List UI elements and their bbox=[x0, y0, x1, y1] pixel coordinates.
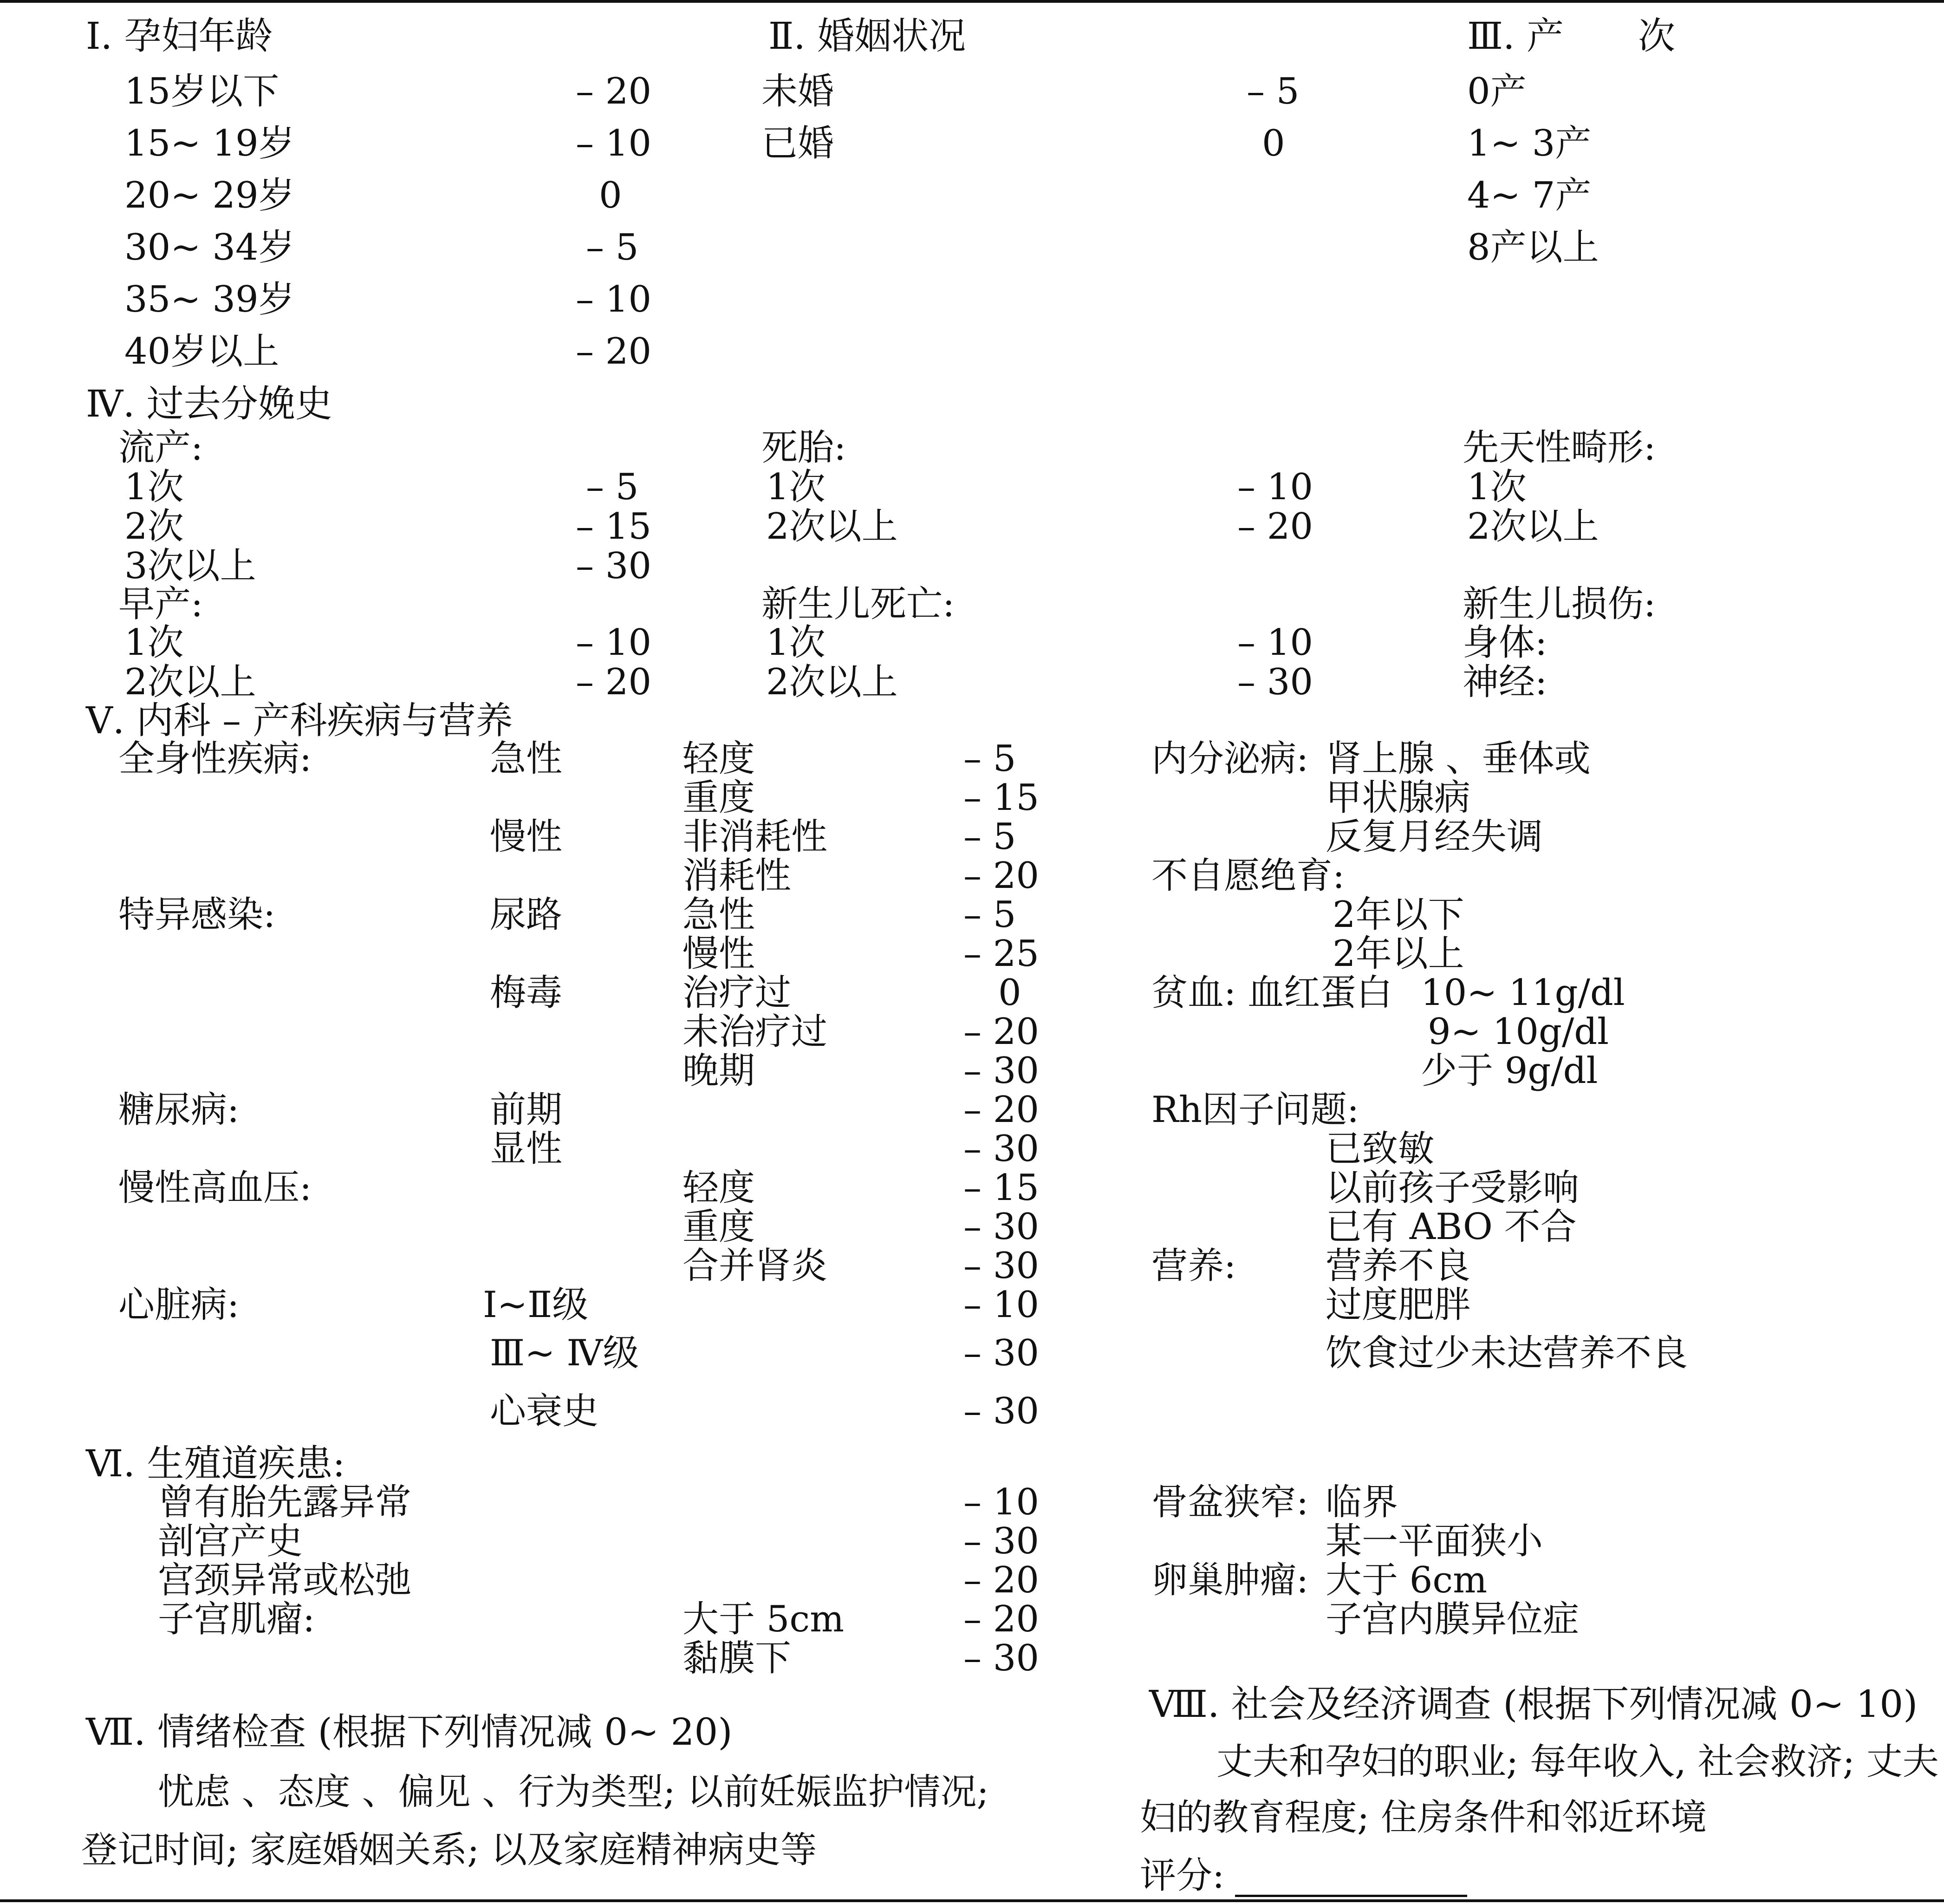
heart-disease-label: 心脏病: bbox=[118, 1284, 240, 1326]
neonatal-injury-label: 新生儿损伤: bbox=[1463, 583, 1656, 625]
preterm-row-score: – 20 bbox=[576, 661, 652, 703]
genital-row-label: 剖宫产史 bbox=[158, 1520, 303, 1562]
endocrine-item: 甲状腺病 bbox=[1326, 777, 1471, 819]
heart-item-label: Ⅰ~Ⅱ级 bbox=[483, 1284, 589, 1326]
nutrition-item: 过度肥胖 bbox=[1326, 1284, 1471, 1326]
score-label: 评分: bbox=[1140, 1855, 1225, 1897]
systemic-chronic-label: 慢性 bbox=[490, 816, 563, 858]
stillbirth-row-score: – 10 bbox=[1237, 466, 1313, 508]
age-row-label: 20~ 29岁 bbox=[124, 175, 295, 216]
heart-item-score: – 30 bbox=[963, 1390, 1040, 1432]
section-ii-title: Ⅱ. 婚姻状况 bbox=[768, 14, 966, 58]
neonatal-injury-row-label: 身体: bbox=[1463, 622, 1547, 664]
ovary-tumor-item: 大于 6cm bbox=[1326, 1559, 1488, 1601]
systemic-item-label: 非消耗性 bbox=[683, 816, 828, 858]
age-row-label: 15岁以下 bbox=[124, 71, 280, 112]
systemic-item-label: 重度 bbox=[683, 777, 755, 819]
abortion-row-label: 1次 bbox=[124, 466, 184, 508]
age-row-label: 15~ 19岁 bbox=[124, 123, 295, 164]
section-v-title: Ⅴ. 内科 – 产科疾病与营养 bbox=[86, 699, 513, 742]
systemic-item-score: – 15 bbox=[963, 777, 1040, 819]
age-row-label: 35~ 39岁 bbox=[124, 279, 295, 320]
hypertension-label: 慢性高血压: bbox=[118, 1167, 312, 1209]
heart-item-score: – 30 bbox=[963, 1332, 1040, 1374]
anemia-item: 9~ 10g/dl bbox=[1428, 1011, 1609, 1053]
genital-row-score: – 10 bbox=[963, 1481, 1040, 1523]
section-vi-title: Ⅵ. 生殖道疾患: bbox=[86, 1442, 345, 1485]
infection-item-score: – 25 bbox=[963, 933, 1040, 975]
age-row-score: – 20 bbox=[576, 331, 652, 372]
pelvis-label: 骨盆狭窄: bbox=[1151, 1481, 1309, 1523]
endocrine-label: 内分泌病: bbox=[1151, 738, 1309, 780]
hypertension-item-label: 轻度 bbox=[683, 1167, 755, 1209]
preterm-label: 早产: bbox=[118, 583, 203, 625]
rh-factor-item: 已有 ABO 不合 bbox=[1326, 1206, 1577, 1248]
systemic-item-label: 轻度 bbox=[683, 738, 755, 780]
systemic-item-score: – 5 bbox=[963, 738, 1016, 780]
section-iii-title: Ⅲ. 产 次 bbox=[1467, 14, 1676, 58]
heart-item-score: – 10 bbox=[963, 1284, 1040, 1326]
marital-row-label: 未婚 bbox=[761, 71, 834, 112]
age-row-score: – 5 bbox=[586, 227, 639, 268]
abortion-row-score: – 15 bbox=[576, 506, 652, 548]
myoma-item-label: 黏膜下 bbox=[683, 1637, 792, 1679]
neonatal-injury-row-label: 神经: bbox=[1463, 661, 1547, 703]
stillbirth-row-label: 1次 bbox=[766, 466, 826, 508]
heart-item-label: 心衰史 bbox=[490, 1390, 599, 1432]
marital-row-label: 已婚 bbox=[761, 123, 834, 164]
endocrine-item: 反复月经失调 bbox=[1326, 816, 1543, 858]
genital-row-score: – 20 bbox=[963, 1559, 1040, 1601]
abortion-label: 流产: bbox=[118, 427, 203, 469]
section-i-title: Ⅰ. 孕妇年龄 bbox=[86, 14, 273, 58]
systemic-item-score: – 20 bbox=[963, 855, 1040, 897]
stillbirth-row-score: – 20 bbox=[1237, 506, 1313, 548]
stillbirth-row-label: 2次以上 bbox=[766, 506, 898, 548]
ovary-tumor-item: 子宫内膜异位症 bbox=[1326, 1598, 1580, 1640]
ovary-tumor-label: 卵巢肿瘤: bbox=[1151, 1559, 1309, 1601]
infertility-label: 不自愿绝育: bbox=[1151, 855, 1345, 897]
genital-row-label: 曾有胎先露异常 bbox=[158, 1481, 412, 1523]
age-row-score: – 20 bbox=[576, 71, 652, 112]
rh-factor-label: Rh因子问题: bbox=[1151, 1089, 1359, 1131]
systemic-item-score: – 5 bbox=[963, 816, 1016, 858]
myoma-label: 子宫肌瘤: bbox=[158, 1598, 315, 1640]
infection-item-label: 治疗过 bbox=[683, 972, 792, 1014]
marital-row-score: – 5 bbox=[1247, 71, 1300, 112]
nutrition-item: 饮食过少未达营养不良 bbox=[1326, 1332, 1688, 1374]
infection-label: 特异感染: bbox=[118, 894, 276, 936]
abortion-row-label: 3次以上 bbox=[124, 545, 256, 587]
bottom-rule bbox=[0, 1899, 1944, 1902]
age-row-label: 30~ 34岁 bbox=[124, 227, 295, 268]
emotional-text-line: 登记时间; 家庭婚姻关系; 以及家庭精神病史等 bbox=[81, 1829, 817, 1871]
preterm-row-label: 1次 bbox=[124, 622, 184, 664]
systemic-disease-label: 全身性疾病: bbox=[118, 738, 312, 780]
endocrine-item: 肾上腺 、垂体或 bbox=[1326, 738, 1591, 780]
section-viii-title: Ⅷ. 社会及经济调查 (根据下列情况减 0~ 10) bbox=[1149, 1682, 1918, 1726]
abortion-row-score: – 30 bbox=[576, 545, 652, 587]
section-iv-title: Ⅳ. 过去分娩史 bbox=[86, 382, 332, 425]
hypertension-item-label: 合并肾炎 bbox=[683, 1245, 828, 1287]
preterm-row-label: 2次以上 bbox=[124, 661, 256, 703]
infertility-item: 2年以上 bbox=[1333, 933, 1464, 975]
score-blank-line bbox=[1235, 1895, 1467, 1897]
parity-row-label: 0产 bbox=[1467, 71, 1527, 112]
anemia-item: 少于 9g/dl bbox=[1421, 1050, 1598, 1092]
neonatal-death-row-label: 1次 bbox=[766, 622, 826, 664]
infection-item-label: 晚期 bbox=[683, 1050, 755, 1092]
age-row-score: 0 bbox=[599, 175, 622, 216]
marital-row-score: 0 bbox=[1262, 123, 1285, 164]
pelvis-item: 临界 bbox=[1326, 1481, 1398, 1523]
infection-item-score: – 30 bbox=[963, 1050, 1040, 1092]
parity-row-label: 1~ 3产 bbox=[1467, 123, 1592, 164]
infection-item-label: 未治疗过 bbox=[683, 1011, 828, 1053]
diabetes-item-score: – 30 bbox=[963, 1128, 1040, 1170]
genital-row-score: – 30 bbox=[963, 1520, 1040, 1562]
infection-item-score: 0 bbox=[998, 972, 1021, 1014]
infection-item-label: 急性 bbox=[683, 894, 755, 936]
parity-row-label: 4~ 7产 bbox=[1467, 175, 1592, 216]
rh-factor-item: 已致敏 bbox=[1326, 1128, 1435, 1170]
age-row-label: 40岁以上 bbox=[124, 331, 280, 372]
social-text-line: 妇的教育程度; 住房条件和邻近环境 bbox=[1140, 1797, 1707, 1839]
age-row-score: – 10 bbox=[576, 279, 652, 320]
diabetes-item-label: 前期 bbox=[490, 1089, 563, 1131]
stillbirth-label: 死胎: bbox=[761, 427, 846, 469]
abortion-row-score: – 5 bbox=[586, 466, 639, 508]
neonatal-death-row-score: – 30 bbox=[1237, 661, 1313, 703]
parity-row-label: 8产以上 bbox=[1467, 227, 1599, 268]
infection-urinary-label: 尿路 bbox=[490, 894, 563, 936]
diabetes-item-label: 显性 bbox=[490, 1128, 563, 1170]
infection-item-score: – 20 bbox=[963, 1011, 1040, 1053]
infection-syphilis-label: 梅毒 bbox=[490, 972, 563, 1014]
systemic-item-label: 消耗性 bbox=[683, 855, 792, 897]
hypertension-item-score: – 15 bbox=[963, 1167, 1040, 1209]
social-text-line: 丈夫和孕妇的职业; 每年收入, 社会救济; 丈夫 bbox=[1216, 1741, 1939, 1783]
hypertension-item-score: – 30 bbox=[963, 1206, 1040, 1248]
malformation-row-label: 2次以上 bbox=[1467, 506, 1599, 548]
anemia-item: 10~ 11g/dl bbox=[1421, 972, 1625, 1014]
hypertension-item-score: – 30 bbox=[963, 1245, 1040, 1287]
myoma-item-score: – 20 bbox=[963, 1598, 1040, 1640]
myoma-item-score: – 30 bbox=[963, 1637, 1040, 1679]
top-rule bbox=[0, 0, 1944, 3]
neonatal-death-row-score: – 10 bbox=[1237, 622, 1313, 664]
rh-factor-item: 以前孩子受影响 bbox=[1326, 1167, 1580, 1209]
infection-item-score: – 5 bbox=[963, 894, 1016, 936]
diabetes-label: 糖尿病: bbox=[118, 1089, 240, 1131]
malformation-row-label: 1次 bbox=[1467, 466, 1527, 508]
myoma-item-label: 大于 5cm bbox=[683, 1598, 845, 1640]
anemia-label: 贫血: 血红蛋白 bbox=[1151, 972, 1393, 1014]
nutrition-label: 营养: bbox=[1151, 1245, 1236, 1287]
abortion-row-label: 2次 bbox=[124, 506, 184, 548]
malformation-label: 先天性畸形: bbox=[1463, 427, 1656, 469]
infertility-item: 2年以下 bbox=[1333, 894, 1464, 936]
hypertension-item-label: 重度 bbox=[683, 1206, 755, 1248]
systemic-acute-label: 急性 bbox=[490, 738, 563, 780]
pelvis-item: 某一平面狭小 bbox=[1326, 1520, 1543, 1562]
section-vii-title: Ⅶ. 情绪检查 (根据下列情况减 0~ 20) bbox=[86, 1710, 733, 1754]
diabetes-item-score: – 20 bbox=[963, 1089, 1040, 1131]
heart-item-label: Ⅲ~ Ⅳ级 bbox=[490, 1332, 639, 1374]
age-row-score: – 10 bbox=[576, 123, 652, 164]
genital-row-label: 宫颈异常或松弛 bbox=[158, 1559, 412, 1601]
preterm-row-score: – 10 bbox=[576, 622, 652, 664]
neonatal-death-label: 新生儿死亡: bbox=[761, 583, 955, 625]
emotional-text-line: 忧虑 、态度 、偏见 、行为类型; 以前妊娠监护情况; bbox=[158, 1771, 989, 1813]
infection-item-label: 慢性 bbox=[683, 933, 755, 975]
nutrition-item: 营养不良 bbox=[1326, 1245, 1471, 1287]
neonatal-death-row-label: 2次以上 bbox=[766, 661, 898, 703]
